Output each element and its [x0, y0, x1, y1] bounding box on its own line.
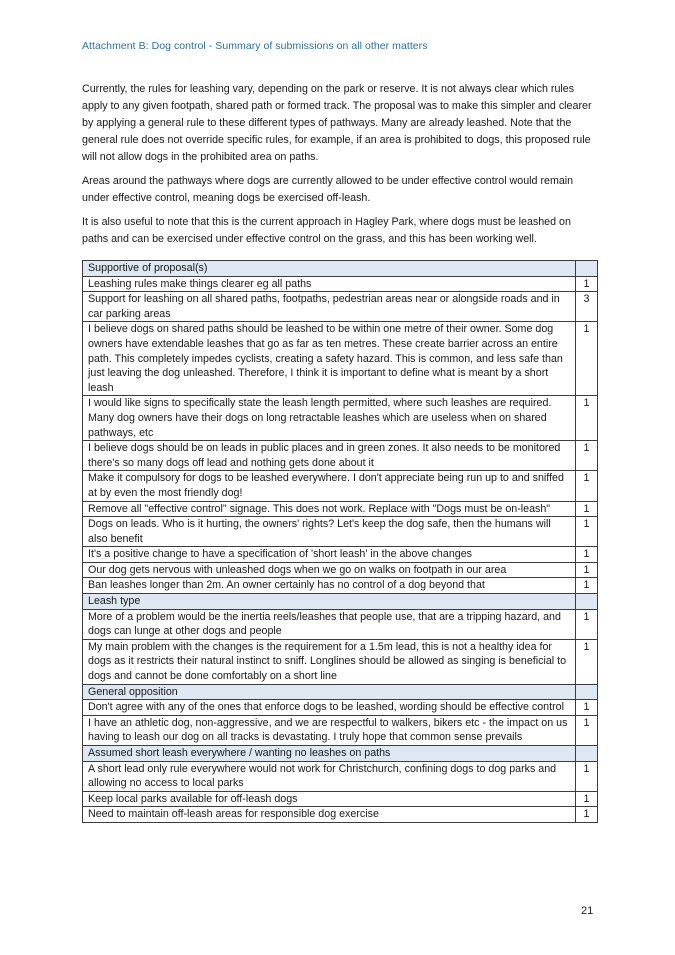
- submission-text-cell: Don't agree with any of the ones that enforce dogs to be leashed, wording should be effective control: [83, 700, 576, 716]
- submission-text-cell: Make it compulsory for dogs to be leashed everywhere. I don't appreciate being run up to and sniffed at by even the most friendly dog!: [83, 471, 576, 501]
- document-header: Attachment B: Dog control - Summary of submissions on all other matters: [82, 40, 428, 52]
- section-heading-cell: Assumed short leash everywhere / wanting no leashes on paths: [83, 746, 576, 762]
- submission-count-cell: 1: [576, 807, 598, 823]
- submission-count-cell: 1: [576, 562, 598, 578]
- paragraph: Areas around the pathways where dogs are currently allowed to be under effective control would remain under effective control, meaning dogs be exercised off-leash.: [82, 175, 574, 204]
- table-row: [83, 441, 598, 471]
- submission-count-cell: 1: [576, 700, 598, 716]
- page-number: 21: [581, 905, 594, 917]
- section-heading-count-cell: [576, 261, 598, 277]
- submission-text-cell: I would like signs to specifically state the leash length permitted, where such leashes are required. Many dog owners have their dogs on long retractable leashes which are useless when on shared pathways, etc: [83, 396, 576, 441]
- submission-count-cell: 1: [576, 276, 598, 292]
- table-row: [83, 761, 598, 791]
- table-row: [83, 609, 598, 639]
- table-row: [83, 578, 598, 594]
- submission-text-cell: Keep local parks available for off-leash dogs: [83, 791, 576, 807]
- submission-text-cell: I believe dogs on shared paths should be leashed to be within one metre of their owner. Some dog owners have extendable leashes that go as far as ten metres. These create barrier across an entire path. This completely impedes cyclists, creating a safety hazard. This is common, and less safe than just leaving the dog unleashed. Therefore, I think it is important to define what is meant by a short leash: [83, 322, 576, 396]
- table-row: [83, 700, 598, 716]
- table-row: [83, 807, 598, 823]
- submission-text-cell: A short lead only rule everywhere would not work for Christchurch, confining dogs to dog parks and allowing no access to local parks: [83, 761, 576, 791]
- table-row: [83, 639, 598, 684]
- table-row: [83, 322, 598, 396]
- submission-text-cell: Ban leashes longer than 2m. An owner certainly has no control of a dog beyond that: [83, 578, 576, 594]
- table-row: [83, 396, 598, 441]
- submission-text-cell: I have an athletic dog, non-aggressive, and we are respectful to walkers, bikers etc - the impact on us having to leash our dog on all tracks is devastating. I truly hope that common sense prevails: [83, 715, 576, 745]
- table-row: [83, 547, 598, 563]
- submission-count-cell: 3: [576, 292, 598, 322]
- submission-count-cell: 1: [576, 761, 598, 791]
- submission-count-cell: 1: [576, 396, 598, 441]
- submission-count-cell: 1: [576, 578, 598, 594]
- table-section-heading: [83, 684, 598, 700]
- section-heading-cell: Leash type: [83, 594, 576, 610]
- submission-text-cell: Dogs on leads. Who is it hurting, the owners' rights? Let's keep the dog safe, then the humans will also benefit: [83, 517, 576, 547]
- table-row: [83, 501, 598, 517]
- table-row: [83, 471, 598, 501]
- submission-count-cell: 1: [576, 639, 598, 684]
- body-text: [82, 81, 594, 255]
- submission-text-cell: It's a positive change to have a specification of 'short leash' in the above changes: [83, 547, 576, 563]
- submission-count-cell: 1: [576, 441, 598, 471]
- section-heading-cell: Supportive of proposal(s): [83, 261, 576, 277]
- submission-count-cell: 1: [576, 791, 598, 807]
- submission-count-cell: 1: [576, 471, 598, 501]
- submission-count-cell: 1: [576, 715, 598, 745]
- table-row: [83, 276, 598, 292]
- submission-count-cell: 1: [576, 322, 598, 396]
- submission-count-cell: 1: [576, 609, 598, 639]
- section-heading-cell: General opposition: [83, 684, 576, 700]
- paragraph: Currently, the rules for leashing vary, depending on the park or reserve. It is not always clear which rules apply to any given footpath, shared path or formed track. The proposal was to make this simpler and clearer by applying a general rule to these different types of pathways. Many are already leashed. Note that the general rule does not override specific rules, for example, if an area is prohibited to dogs, this proposed rule will not allow dogs in the prohibited area on paths.: [82, 83, 592, 163]
- submission-text-cell: My main problem with the changes is the requirement for a 1.5m lead, this is not a healthy idea for dogs as it restricts their natural instinct to sniff. Longlines should be allowed as singing is beneficial to dogs and cannot be done comfortably on a short line: [83, 639, 576, 684]
- table-section-heading: [83, 261, 598, 277]
- section-heading-count-cell: [576, 594, 598, 610]
- submission-text-cell: Leashing rules make things clearer eg all paths: [83, 276, 576, 292]
- table-row: [83, 791, 598, 807]
- submission-text-cell: More of a problem would be the inertia reels/leashes that people use, that are a tripping hazard, and dogs can lunge at other dogs and people: [83, 609, 576, 639]
- submissions-table: [82, 260, 598, 823]
- submission-count-cell: 1: [576, 517, 598, 547]
- submission-text-cell: Support for leashing on all shared paths, footpaths, pedestrian areas near or alongside roads and in car parking areas: [83, 292, 576, 322]
- table-section-heading: [83, 594, 598, 610]
- section-heading-count-cell: [576, 684, 598, 700]
- table-section-heading: [83, 746, 598, 762]
- table-row: [83, 292, 598, 322]
- submission-text-cell: I believe dogs should be on leads in public places and in green zones. It also needs to be monitored there's so many dogs off lead and nothing gets done about it: [83, 441, 576, 471]
- submission-text-cell: Remove all "effective control" signage. This does not work. Replace with "Dogs must be on-leash": [83, 501, 576, 517]
- submission-text-cell: Our dog gets nervous with unleashed dogs when we go on walks on footpath in our area: [83, 562, 576, 578]
- table-row: [83, 517, 598, 547]
- submission-count-cell: 1: [576, 547, 598, 563]
- submission-count-cell: 1: [576, 501, 598, 517]
- table-row: [83, 715, 598, 745]
- section-heading-count-cell: [576, 746, 598, 762]
- table-row: [83, 562, 598, 578]
- paragraph: It is also useful to note that this is the current approach in Hagley Park, where dogs must be leashed on paths and can be exercised under effective control on the grass, and this has been working well.: [82, 216, 571, 245]
- submission-text-cell: Need to maintain off-leash areas for responsible dog exercise: [83, 807, 576, 823]
